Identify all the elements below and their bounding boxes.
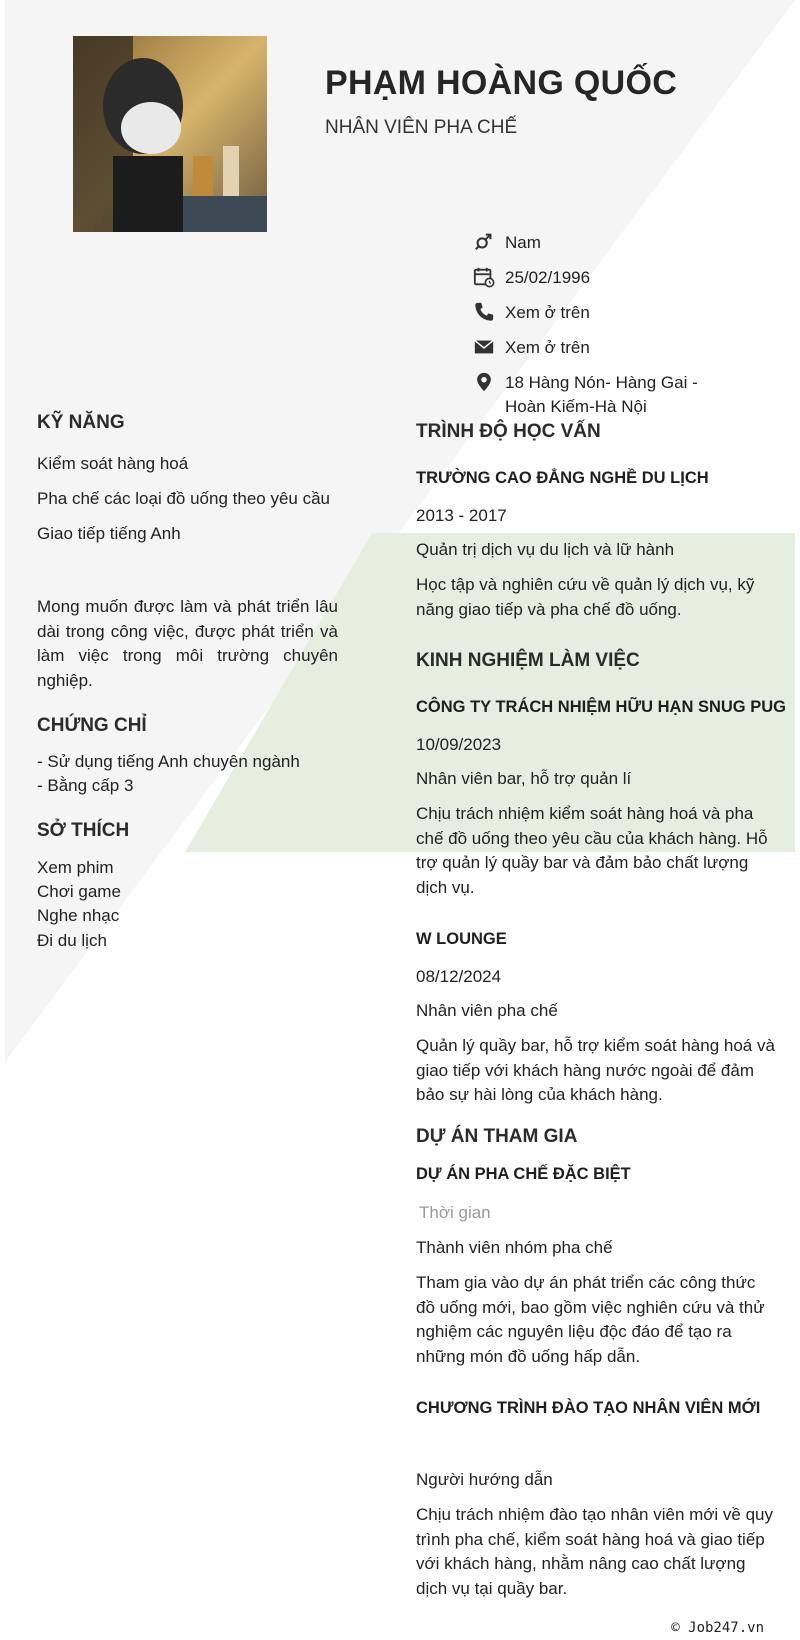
contact-address xyxy=(473,371,725,419)
education-description: Học tập và nghiên cứu về quản lý dịch vụ, kỹ năng giao tiếp và pha chế đồ uống. xyxy=(416,575,755,619)
job-position: Nhân viên bar, hỗ trợ quản lí xyxy=(416,769,632,788)
experience-title: KINH NGHIỆM LÀM VIỆC xyxy=(416,650,640,671)
education-major: Quản trị dịch vụ du lịch và lữ hành xyxy=(416,540,675,559)
skill-item: Kiểm soát hàng hoá xyxy=(37,454,189,473)
skill-item: Pha chế các loại đồ uống theo yêu cầu xyxy=(37,489,330,508)
job-description: Chịu trách nhiệm kiểm soát hàng hoá và pha chế đồ uống theo yêu cầu của khách hàng. Hỗ trợ quản lý quầy bar và đảm bảo chất lượng dịch vụ. xyxy=(416,804,768,897)
candidate-name: PHẠM HOÀNG QUỐC xyxy=(325,64,678,102)
certificates-title: CHỨNG CHỈ xyxy=(37,715,147,736)
job-company: W LOUNGE xyxy=(416,930,507,948)
project-role: Thành viên nhóm pha chế xyxy=(416,1238,613,1257)
contact-phone xyxy=(473,301,725,325)
email-value: Xem ở trên xyxy=(505,338,590,357)
gender-icon xyxy=(473,231,495,253)
education-title: TRÌNH ĐỘ HỌC VẤN xyxy=(416,421,601,442)
footer-copyright: © Job247.vn xyxy=(671,1620,764,1636)
mail-icon xyxy=(473,336,495,358)
project-description: Chịu trách nhiệm đào tạo nhân viên mới về quy trình pha chế, kiểm soát hàng hoá và giao tiếp với khách hàng, nhằm nâng cao chất lượng dịch vụ tại quầy bar. xyxy=(416,1505,774,1598)
address-line-1: 18 Hàng Nón- Hàng Gai - xyxy=(505,373,698,392)
contact-birthday xyxy=(473,266,725,290)
certificate-item: - Bằng cấp 3 xyxy=(37,776,134,795)
certificate-item: - Sử dụng tiếng Anh chuyên ngành xyxy=(37,752,300,771)
project-role: Người hướng dẫn xyxy=(416,1470,553,1489)
project-time: Thời gian xyxy=(419,1203,491,1222)
birthday-value: 25/02/1996 xyxy=(505,268,591,287)
location-pin-icon xyxy=(473,371,495,393)
job-position: Nhân viên pha chế xyxy=(416,1001,558,1020)
education-school: TRƯỜNG CAO ĐẲNG NGHỀ DU LỊCH xyxy=(416,469,709,487)
job-company: CÔNG TY TRÁCH NHIỆM HỮU HẠN SNUG PUG xyxy=(416,698,786,716)
hobby-item: Nghe nhạc xyxy=(37,906,120,925)
project-name: DỰ ÁN PHA CHẾ ĐẶC BIỆT xyxy=(416,1165,631,1183)
address-line-2: Hoàn Kiếm-Hà Nội xyxy=(505,397,647,416)
skills-title: KỸ NĂNG xyxy=(37,412,125,433)
hobby-item: Chơi game xyxy=(37,882,121,901)
calendar-icon xyxy=(473,266,495,288)
hobbies-title: SỞ THÍCH xyxy=(37,820,130,841)
career-objective: Mong muốn được làm và phát triển lâu dài trong công việc, được phát triển và làm việc trong môi trường chuyên nghiệp. xyxy=(37,597,338,690)
profile-photo xyxy=(73,36,267,232)
projects-title: DỰ ÁN THAM GIA xyxy=(416,1126,578,1147)
hobby-item: Đi du lịch xyxy=(37,931,107,950)
phone-icon xyxy=(473,301,495,323)
contact-email xyxy=(473,336,725,360)
address-value xyxy=(505,371,725,419)
job-description: Quản lý quầy bar, hỗ trợ kiểm soát hàng hoá và giao tiếp với khách hàng nước ngoài để đảm bảo sự hài lòng của khách hàng. xyxy=(416,1036,775,1104)
contact-gender xyxy=(473,231,725,255)
project-name: CHƯƠNG TRÌNH ĐÀO TẠO NHÂN VIÊN MỚI xyxy=(416,1399,761,1417)
hobby-item: Xem phim xyxy=(37,858,114,877)
gender-value: Nam xyxy=(505,233,541,252)
profile-photo-image xyxy=(73,36,267,232)
phone-value: Xem ở trên xyxy=(505,303,590,322)
skill-item: Giao tiếp tiếng Anh xyxy=(37,524,181,543)
job-date: 10/09/2023 xyxy=(416,735,502,754)
education-period: 2013 - 2017 xyxy=(416,506,507,525)
job-date: 08/12/2024 xyxy=(416,967,502,986)
candidate-title: NHÂN VIÊN PHA CHẾ xyxy=(325,117,518,138)
project-description: Tham gia vào dự án phát triển các công thức đồ uống mới, bao gồm việc nghiên cứu và thử nghiệm các nguyên liệu độc đáo để tạo ra những món đồ uống hấp dẫn. xyxy=(416,1273,765,1366)
